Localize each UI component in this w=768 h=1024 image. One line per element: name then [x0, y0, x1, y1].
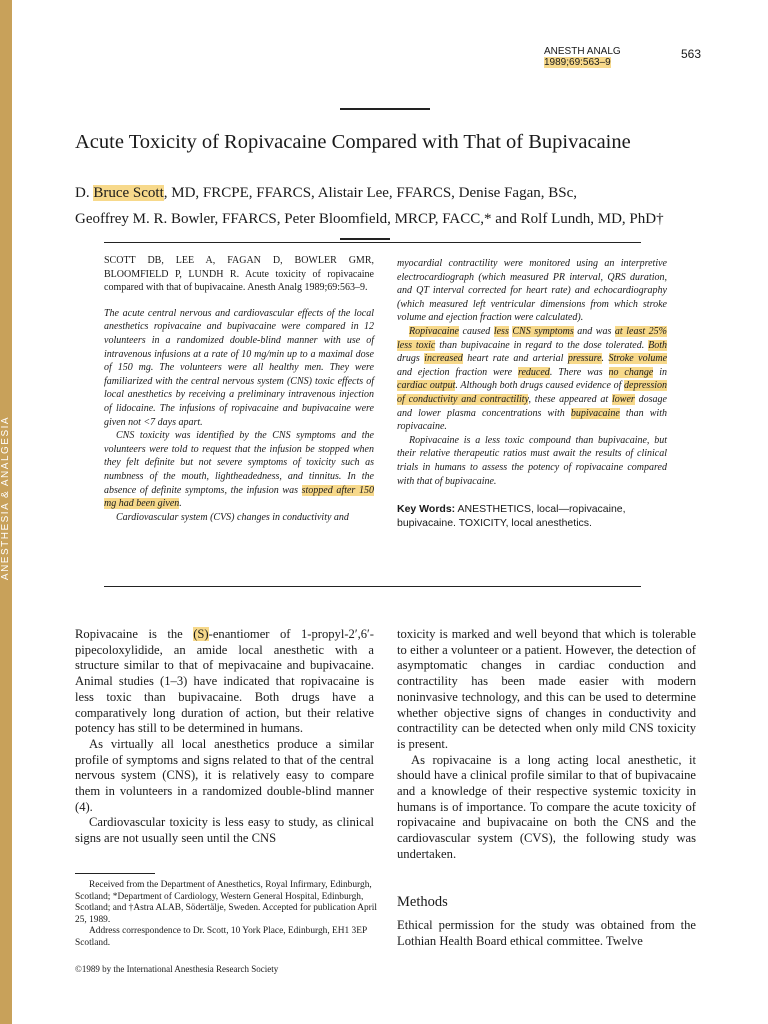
page-number: 563 [681, 47, 702, 61]
correspondence-note: Address correspondence to Dr. Scott, 10 York Place, Edinburgh, EH1 3EP Scotland. [75, 926, 367, 948]
body-paragraph: As virtually all local anesthetics produce a similar profile of symptoms and signs related to that of the central nervous system (CNS), it is relatively easy to compare them in volunteers in a randomized double-blind manner (4). [75, 736, 374, 814]
highlight: Bruce Scott [93, 185, 164, 201]
highlight: (S) [193, 627, 209, 641]
methods-text: Ethical permission for the study was obtained from the Lothian Health Board ethical committee. Twelve [397, 918, 696, 948]
abstract-paragraph: CNS toxicity was identified by the CNS symptoms and the volunteers were told to request that the infusion be stopped when they felt definite but not severe symptoms of toxicity such as numbness of the mouth, lightheadedness, and tinnitus. In the absence of definite symptoms, the infusion was stopped after 150 mg had been given. [104, 430, 374, 510]
body-left-column [75, 627, 374, 847]
abstract-paragraph: Cardiovascular system (CVS) changes in conductivity and [116, 511, 349, 523]
body-paragraph: toxicity is marked and well beyond that which is tolerable to either a volunteer or a patient. However, the detection of asymptomatic changes in cardiac conduction and contractility has been made easier with modern noninvasive technology, and this can be used to determine whether objective signs of changes in conductivity and contractility can be detected when only mild CNS toxicity is present. [397, 627, 696, 751]
abstract-top-rule [340, 238, 390, 240]
highlight: stopped after 150 mg had been given [104, 484, 374, 510]
side-journal-label: ANESTHESIA & ANALGESIA [0, 415, 11, 581]
abstract-citation: SCOTT DB, LEE A, FAGAN D, BOWLER GMR, BLOOMFIELD P, LUNDH R. Acute toxicity of ropivacaine compared with that of bupivacaine. Anesth Analg 1989;69:563–9. [104, 255, 374, 294]
abstract-findings: Ropivacaine caused less CNS symptoms and was at least 25% less toxic than bupivacaine in regard to the dose tolerated. Both drugs increased heart rate and arterial pressure. Stroke volume and ejection fraction were reduced. There was no change in cardiac output. Although both drugs caused evidence of depression of conductivity and contractility, these appeared at lower dosage and lower plasma concentrations with bupivacaine than with ropivacaine. [397, 325, 668, 433]
abstract-right-column [397, 257, 667, 530]
abstract-paragraph: myocardial contractility were monitored using an interpretive electrocardiograph (which measured PR interval, QRS duration, and QT interval corrected for heart rate) and echocardiography (which measured left ventricular dimensions from which stroke volume and ejection fraction were calculated). [397, 258, 667, 324]
body-paragraph: Ropivacaine is the (S)-enantiomer of 1-propyl-2′,6′-pipecoloxylidide, an amide local anesthetic with a structure similar to that of mepivacaine and bupivacaine. Animal studies (1–3) have indicated that ropivacaine is less toxic than bupivacaine. Both drugs have a comparatively long duration of action, but their relative potency has still to be determined in humans. [75, 627, 374, 736]
journal-citation [544, 46, 621, 68]
author-line-2: Geoffrey M. R. Bowler, FFARCS, Peter Bloomfield, MRCP, FACC,* and Rolf Lundh, MD, PhD† [75, 211, 664, 227]
journal-name: ANESTH ANALG [544, 46, 621, 57]
abstract-left-column [104, 254, 374, 524]
body-paragraph: As ropivacaine is a long acting local anesthetic, it should have a clinical profile similar to that of bupivacaine and a knowledge of their respective systemic toxicity in humans is of importance. To compare the acute toxicity of ropivacaine and bupivacaine on both the CNS and the cardiovascular system (CVS), the following study was undertaken. [397, 752, 696, 861]
footnote [75, 880, 380, 950]
key-words: Key Words: ANESTHETICS, local—ropivacaine, bupivacaine. TOXICITY, local anesthetics. [397, 503, 626, 530]
abstract-bottom-rule [104, 586, 641, 587]
received-note: Received from the Department of Anesthetics, Royal Infirmary, Edinburgh, Scotland; *Department of Cardiology, Western General Hospital, Edinburgh, Scotland; and †Astra ALAB, Södertälje, Sweden. Accepted for publication April 25, 1989. [75, 880, 378, 925]
abstract-paragraph: Ropivacaine is a less toxic compound than bupivacaine, but their relative therapeutic ratios must await the results of clinical trials in humans to assess the potency of ropivacaine compared with that of bupivacaine. [397, 434, 667, 487]
author-line-1: D. Bruce Scott, MD, FRCPE, FFARCS, Alistair Lee, FFARCS, Denise Fagan, BSc, [75, 185, 577, 201]
title-top-rule [340, 108, 430, 110]
abstract-paragraph: The acute central nervous and cardiovascular effects of the local anesthetics ropivacaine and bupivacaine were compared in 12 volunteers in a randomized double-blind manner with use of intravenous infusions at a rate of 10 mg/min up to a maximal dose of 150 mg. The volunteers were all healthy men. They were familiarized with the central nervous system (CNS) toxic effects of local anesthetics by receiving a preliminary intravenous injection of lidocaine. The infusions of ropivacaine and bupivacaine were given not <7 days apart. [104, 307, 374, 428]
article-title: Acute Toxicity of Ropivacaine Compared with That of Bupivacaine [75, 131, 631, 153]
methods-heading: Methods [397, 894, 448, 910]
body-paragraph: Cardiovascular toxicity is less easy to study, as clinical signs are not usually seen until the CNS [75, 815, 374, 846]
journal-year-volume: 1989;69:563–9 [544, 57, 611, 68]
copyright: ©1989 by the International Anesthesia Research Society [75, 964, 279, 974]
footnote-rule [75, 873, 155, 874]
abstract-rule [104, 242, 641, 243]
author-list [75, 180, 715, 232]
body-right-column [397, 627, 696, 863]
